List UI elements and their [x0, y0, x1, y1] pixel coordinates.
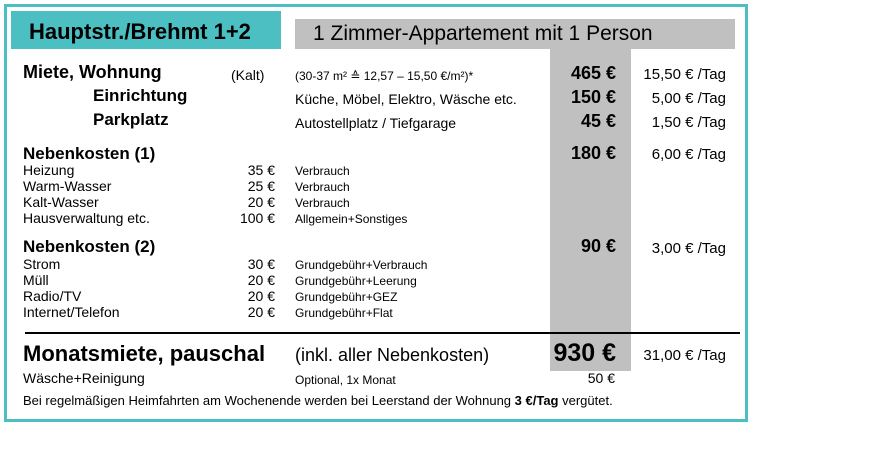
rent-per-day: 15,50 € /Tag: [643, 66, 726, 83]
table-row-value: 20 €: [247, 288, 275, 304]
subtitle-banner: [295, 19, 735, 49]
apartment-description: 1 Zimmer-Appartement mit 1 Person: [313, 22, 653, 45]
table-row-desc: Grundgebühr+Verbrauch: [295, 258, 428, 272]
side-costs-1-amount: 180 €: [570, 143, 616, 163]
table-row-name: Warm-Wasser: [23, 178, 112, 194]
parking-desc: Autostellplatz / Tiefgarage: [295, 115, 457, 131]
table-row-value: 20 €: [247, 272, 275, 288]
furnishing-per-day: 5,00 € /Tag: [651, 90, 726, 107]
rent-amount: 465 €: [570, 63, 616, 83]
parking-per-day: 1,50 € /Tag: [651, 114, 726, 131]
footer-highlight: 3 €/Tag: [514, 393, 559, 408]
furnishing-label: Einrichtung: [93, 86, 188, 105]
total-amount: 930 €: [553, 339, 616, 367]
footer-text-end: vergütet.: [558, 393, 613, 408]
rent-desc: (30-37 m² ≙ 12,57 – 15,50 €/m²)*: [295, 69, 474, 83]
price-sheet: [4, 4, 748, 422]
furnishing-desc: Küche, Möbel, Elektro, Wäsche etc.: [295, 91, 517, 107]
table-row-desc: Allgemein+Sonstiges: [295, 212, 408, 226]
total-per-day: 31,00 € /Tag: [643, 347, 726, 364]
table-row-value: 100 €: [239, 210, 275, 226]
table-row-name: Müll: [23, 272, 49, 288]
table-row-desc: Grundgebühr+Flat: [295, 306, 393, 320]
table-row-name: Hausverwaltung etc.: [23, 210, 150, 226]
side-costs-2-per-day: 3,00 € /Tag: [651, 240, 726, 257]
furnishing-amount: 150 €: [570, 87, 616, 107]
table-row-value: 20 €: [247, 304, 275, 320]
side-costs-2-label: Nebenkosten (2): [23, 237, 156, 256]
side-costs-1-per-day: 6,00 € /Tag: [651, 146, 726, 163]
total-desc: (inkl. aller Nebenkosten): [295, 345, 490, 365]
table-row-value: 20 €: [247, 194, 275, 210]
table-row-name: Strom: [23, 256, 61, 272]
table-row-name: Kalt-Wasser: [23, 194, 99, 210]
footer-note: [23, 393, 613, 408]
table-row-value: 25 €: [247, 178, 275, 194]
parking-amount: 45 €: [580, 111, 616, 131]
table-row-name: Radio/TV: [23, 288, 82, 304]
page-title: Hauptstr./Brehmt 1+2: [29, 19, 251, 44]
laundry-desc: Optional, 1x Monat: [295, 373, 396, 387]
total-label: Monatsmiete, pauschal: [23, 341, 266, 366]
side-costs-1-label: Nebenkosten (1): [23, 144, 156, 163]
rent-label: Miete, Wohnung: [23, 62, 162, 82]
table-row-desc: Verbrauch: [295, 164, 350, 178]
laundry-amount: 50 €: [587, 370, 615, 386]
title-banner: [11, 11, 281, 49]
laundry-label: Wäsche+Reinigung: [23, 370, 145, 386]
rent-note: (Kalt): [231, 67, 265, 83]
parking-label: Parkplatz: [93, 110, 169, 129]
table-row-name: Internet/Telefon: [23, 304, 120, 320]
total-divider: [25, 332, 740, 334]
footer-text: Bei regelmäßigen Heimfahrten am Wochenende werden bei Leerstand der Wohnung: [23, 393, 515, 408]
table-row-desc: Verbrauch: [295, 196, 350, 210]
table-row-desc: Verbrauch: [295, 180, 350, 194]
table-row-desc: Grundgebühr+Leerung: [295, 274, 417, 288]
table-row-desc: Grundgebühr+GEZ: [295, 290, 398, 304]
table-row-value: 30 €: [247, 256, 275, 272]
table-row-value: 35 €: [247, 162, 275, 178]
table-row-name: Heizung: [23, 162, 75, 178]
side-costs-2-amount: 90 €: [580, 236, 616, 256]
